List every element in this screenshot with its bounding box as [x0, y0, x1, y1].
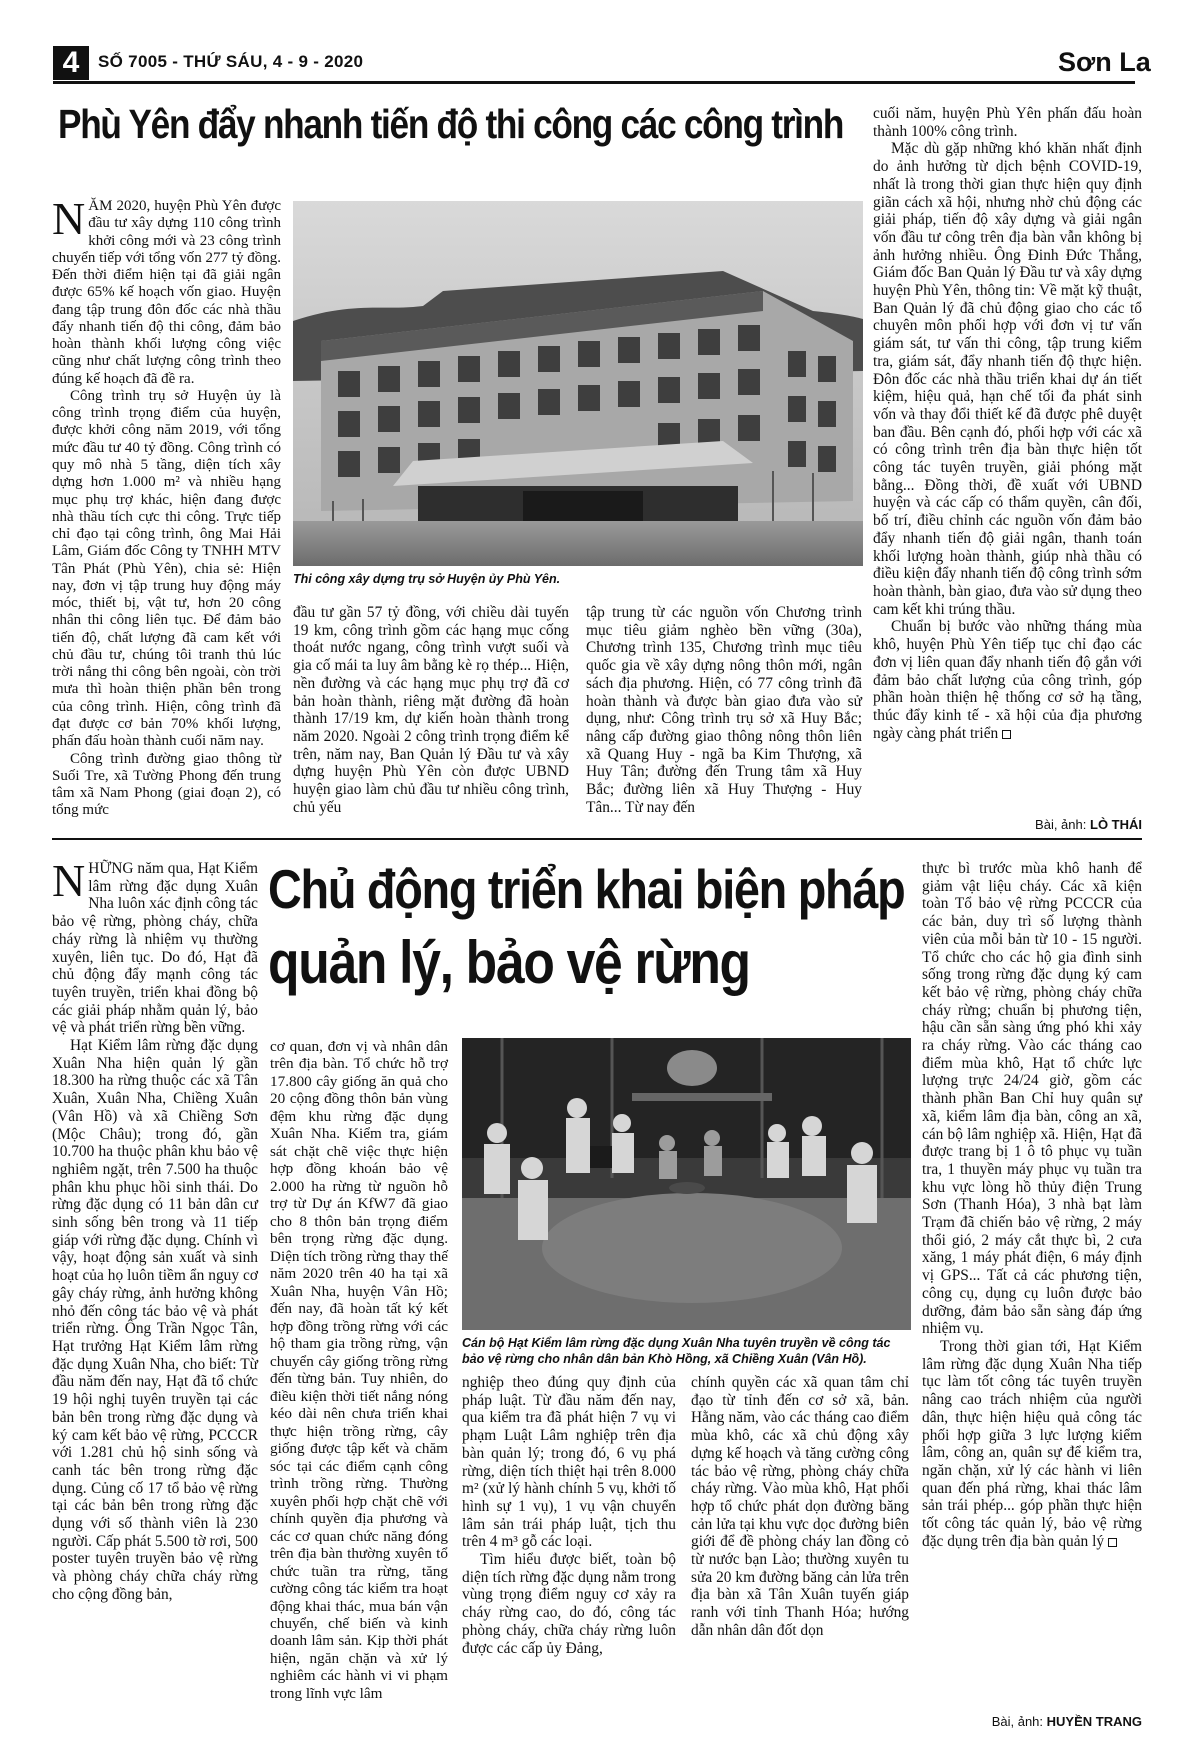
page-number: 4 [53, 46, 89, 80]
article1-column-1 [52, 193, 281, 836]
article-divider [52, 838, 1142, 840]
article2-col4-text: chính quyền các xã quan tâm chỉ đạo từ tỉnh đến cơ sở xã, bản. Hằng năm, vào các tháng cao điểm mùa khô, các xã chủ động xây dựng kế hoạch và tăng cường công tác bảo vệ rừng, phòng cháy chữa cháy rừng. Vào mùa khô, Hạt phối hợp tổ chức phát dọn đường băng cản lửa tại khu vực dọc đường biên giới để đề phòng cháy lan đồng cỏ từ nước bạn Lào; thường xuyên tu sửa 20 km đường băng cản lửa trên địa bàn xã Tân Xuân tuyến giáp ranh với tỉnh Thanh Hóa; hướng dẫn nhân dân đốt dọn [691, 1374, 909, 1639]
end-mark-icon [1108, 1538, 1117, 1547]
article1-col2-text: đầu tư gần 57 tỷ đồng, với chiều dài tuyến 19 km, công trình gồm các hạng mục cống thoát nước ngang, công trình vượt suối và gia cố mái ta luy âm bằng kè rọ thép... Hiện, nền đường và các hạng mục phụ trợ đã cơ bản hoàn thành, riêng mặt đường đã hoàn thành 17/19 km, dự kiến hoàn thành trong năm 2020. Ngoài 2 công trình trọng điểm kể trên, năm nay, Ban Quản lý Đầu tư và xây dựng huyện Phù Yên còn được UBND huyện giao làm chủ đầu tư nhiều công trình, chủ yếu [293, 604, 569, 816]
article2-column-4 [691, 1374, 909, 1720]
article2-column-2 [270, 1038, 448, 1720]
article2-drop-cap: N [52, 855, 86, 906]
issue-date-line: SỐ 7005 - THỨ SÁU, 4 - 9 - 2020 [98, 52, 364, 71]
article2-photo-caption: Cán bộ Hạt Kiểm lâm rừng đặc dụng Xuân Nha tuyên truyền về công tác bảo vệ rừng cho nhân dân bản Khò Hồng, xã Chiềng Xuân (Vân Hồ). [462, 1336, 891, 1366]
article1-col4-para-3: Chuẩn bị bước vào những tháng mùa khô, huyện Phù Yên tiếp tục chỉ đạo các đơn vị liên quan đẩy nhanh tiến độ gắn với đảm bảo chất lượng của công trình, góp phần hoàn thiện hệ thống cơ sở hạ tầng, thúc đẩy kinh tế - xã hội của địa phương ngày càng phát triển [873, 618, 1142, 742]
article2-col2-text: cơ quan, đơn vị và nhân dân trên địa bàn. Tổ chức hỗ trợ 17.800 cây giống ăn quả cho 20 cộng đồng thôn bản vùng đệm khu rừng đặc dụng Xuân Nha. Kiểm tra, giám sát chặt chẽ việc thực hiện hợp đồng khoán bảo vệ 2.000 ha rừng từ nguồn hỗ trợ từ Dự án KfW7 đã giao cho 8 thôn bản trọng điểm bên trọng rừng đặc dụng. Diện tích trồng rừng thay thế năm 2020 trên 40 ha tại xã Xuân Nha, huyện Vân Hồ; đến nay, đã hoàn tất ký kết hợp đồng trồng rừng với các hộ tham gia trồng rừng, vận chuyển cây giống trồng rừng đến từng bản. Tuy nhiên, do điều kiện thời tiết nắng nóng kéo dài nên chưa triển khai thực hiện trồng rừng, cây giống được tập kết và chăm sóc tại các điểm cạnh công trình trồng rừng. Thường xuyên phối hợp chặt chẽ với chính quyền địa phương và các cơ quan chức năng đóng trên địa bàn thường xuyên tổ chức tuần tra rừng, tăng cường công tác kiểm tra hoạt động khai thác, mua bán vận chuyển, chế biến và kinh doanh lâm sản. Kịp thời phát hiện, ngăn chặn và xử lý nghiêm các hành vi vi phạm trong lĩnh vực lâm [270, 1038, 448, 1702]
article1-column-2 [293, 604, 569, 836]
article2-headline-line-1: Chủ động triển khai biện pháp [268, 859, 905, 920]
article1-col4-para-1: cuối năm, huyện Phù Yên phấn đấu hoàn thành 100% công trình. [873, 105, 1142, 140]
article1-col3-text: tập trung từ các nguồn vốn Chương trình mục tiêu giảm nghèo bền vững (30a), Chương trình 135, Chương trình mục tiêu quốc gia về xây dựng nông thôn mới, ngân sách địa phương. Hiện, có 77 công trình đã hoàn thành và được bàn giao đưa vào sử dụng, như: Công trình trụ sở xã Huy Bắc; nâng cấp đường giao thông nông thôn liên xã Quang Huy - ngã ba Kim Thượng, xã Huy Tân; đường đến Trung tâm xã Huy Bắc; đường liên xã Huy Thượng - Huy Tân... Từ nay đến [586, 604, 862, 816]
header-rule [53, 81, 1135, 84]
article2-col1-para-1: NHỮNG năm qua, Hạt Kiểm lâm rừng đặc dụng Xuân Nha luôn xác định công tác bảo vệ rừng, phòng cháy, chữa cháy rừng là nhiệm vụ thường xuyên, liên tục. Do đó, Hạt đã chủ động đẩy mạnh công tác tuyên truyền, triển khai đồng bộ các giải pháp nhằm quản lý, bảo vệ và phát triển rừng bền vững. [52, 855, 258, 1037]
article1-column-4 [873, 105, 1142, 813]
article1-col1-para-3: Công trình đường giao thông từ Suối Tre, xã Tường Phong đến trung tâm xã Nam Phong (giai đoạn 2), có tổng mức [52, 750, 281, 819]
article2-column-3 [462, 1374, 676, 1720]
article1-photo-caption: Thi công xây dựng trụ sở Huyện ủy Phù Yên. [293, 572, 561, 586]
article2-col5-para-2: Trong thời gian tới, Hạt Kiểm lâm rừng đặc dụng Xuân Nha tiếp tục làm tốt công tác tuyên truyền nâng cao trách nhiệm của người dân, thực hiện hiệu quả công tác phối hợp giữa 3 lực lượng kiểm lâm, công an, quân sự để kiểm tra, ngăn chặn, xử lý các hành vi liên quan đến phá rừng, khai thác lâm sản trái phép... góp phần thực hiện tốt công tác quản lý, bảo vệ rừng đặc dụng trên địa bàn quản lý [922, 1337, 1142, 1550]
article1-col1-para-1: NĂM 2020, huyện Phù Yên được đầu tư xây dựng 110 công trình khởi công mới và 23 công trình chuyển tiếp với tổng vốn 277 tỷ đồng. Đến thời điểm hiện tại đã giải ngân được 65% kế hoạch vốn giao. Huyện đang tập trung đôn đốc các nhà thầu đẩy nhanh tiến độ thi công, đảm bảo hoàn thành khối lượng công việc cũng như chất lượng công trình theo đúng kế hoạch đã đề ra. [52, 193, 281, 387]
article1-col4-para-2: Mặc dù gặp những khó khăn nhất định do ảnh hưởng từ dịch bệnh COVID-19, nhất là trong thời gian thực hiện quy định giãn cách xã hội, nhưng nhờ chủ động các giải pháp, tiến độ xây dựng và giải ngân vốn đầu tư công trên địa bàn vẫn không bị ảnh hưởng nhiều. Ông Đinh Đức Thắng, Giám đốc Ban Quản lý Đầu tư và xây dựng huyện Phù Yên, thông tin: Về mặt kỹ thuật, Ban Quản lý đã chủ động giao cho các tổ chuyên môn phối hợp với đơn vị tư vấn giám sát, tư vấn thi công, tập trung kiểm tra, giám sát, đẩy nhanh tiến độ thực hiện. Đôn đốc các nhà thầu triển khai dự án tiết kiệm, hiệu quả, hạn chế tối đa phát sinh vốn và thay đổi thiết kế đã được phê duyệt ban đầu. Bên cạnh đó, phối hợp với các xã có công trình trên địa bàn thực hiện tốt công tác tuyên truyền, giải phóng mặt bằng... Đồng thời, đề xuất với UBND huyện và các cấp có thẩm quyền, cân đối, bố trí, điều chỉnh các nguồn vốn đảm bảo đẩy nhanh tiến độ giải ngân, thanh toán khối lượng hoàn thành, giúp nhà thầu có điều kiện đẩy nhanh tiến độ công trình sớm hoàn thành, bàn giao, đưa vào sử dụng theo cam kết khi trúng thầu. [873, 140, 1142, 618]
article2-column-5 [922, 860, 1142, 1708]
article2-column-1 [52, 855, 258, 1720]
article2-col3-para-1: nghiệp theo đúng quy định của pháp luật. Từ đầu năm đến nay, qua kiểm tra đã phát hiện 7 vụ vi phạm Luật Lâm nghiệp trên địa bàn quản lý; trong đó, 6 vụ phá rừng, diện tích thiệt hại trên 8.000 m² (xử lý hành chính 5 vụ, khởi tố hình sự 1 vụ), 1 vụ vận chuyển lâm sản trái pháp luật, tịch thu trên 4 m³ gỗ các loại. [462, 1374, 676, 1551]
article1-photo-construction [293, 201, 863, 566]
article2-col5-para-1: thực bì trước mùa khô hanh để giảm vật liệu cháy. Các xã kiện toàn Tổ bảo vệ rừng PCCCR của các bản, duy trì số lượng thành viên của mỗi bản từ 10 - 15 người. Tổ chức cho các hộ gia đình sinh sống trong rừng đặc dụng ký cam kết bảo vệ rừng, phòng cháy chữa cháy rừng; chuẩn bị phương tiện, hậu cần sẵn sàng ứng phó khi xảy ra cháy rừng. Vào các tháng cao điểm mùa khô, Hạt tổ chức lực lượng trực 24/24 giờ, gồm các thành phần Ban Chỉ huy quân sự xã, kiểm lâm địa bàn, công an xã, cán bộ lâm nghiệp xã. Hiện, Hạt đã được trang bị 1 ô tô phục vụ tuần tra, 1 thuyền máy phục vụ tuần tra khu vực lòng hồ thủy điện Trung Sơn (Thanh Hóa), 3 nhà bạt làm Trạm đã chiến bảo vệ rừng, 2 máy thổi gió, 2 máy cắt thực bì, 2 cưa xăng, 1 máy phát điện, 6 máy định vị GPS... Tất cả các phương tiện, công cụ, dụng cụ luôn được bảo dưỡng, đảm bảo sẵn sàng đáp ứng nhiệm vụ. [922, 860, 1142, 1338]
article2-col3-para-2: Tìm hiểu được biết, toàn bộ diện tích rừng đặc dụng nằm trong vùng trọng điểm nguy cơ xảy ra cháy rừng cao, do đó, công tác phòng cháy, chữa cháy rừng luôn được các cấp ủy Đảng, [462, 1551, 676, 1657]
article1-drop-cap: N [52, 193, 86, 244]
article1-headline: Phù Yên đẩy nhanh tiến độ thi công các công trình [58, 101, 844, 147]
article2-col1-para-2: Hạt Kiểm lâm rừng đặc dụng Xuân Nha hiện quản lý gần 18.300 ha rừng thuộc các xã Tân Xuân, Xuân Nha, Chiềng Xuân (Vân Hồ) và xã Chiềng Sơn (Mộc Châu); trong đó, gần 10.700 ha thuộc phân khu bảo vệ nghiêm ngặt, trên 7.500 ha thuộc phân khu phục hồi sinh thái. Do rừng đặc dụng có 11 bản dân cư sinh sống bên trong và 11 tiếp giáp với rừng đặc dụng. Chính vì vậy, hoạt động sản xuất và sinh hoạt của họ luôn tiềm ẩn nguy cơ gây cháy rừng, ảnh hưởng không nhỏ đến công tác bảo vệ và phát triển rừng. Ông Trần Ngọc Tân, Hạt trưởng Hạt Kiểm lâm rừng đặc dụng Xuân Nha, cho biết: Từ đầu năm đến nay, Hạt đã tổ chức 19 hội nghị tuyên truyền tại các bản bên trong rừng đặc dụng và ký cam kết bảo vệ rừng, PCCCR với 1.281 chủ hộ sinh sống và canh tác bên trong rừng đặc dụng. Củng cố 17 tổ bảo vệ rừng tại các bản bên trong rừng đặc dụng với số thành viên là 230 người. Cấp phát 5.500 tờ rơi, 500 poster tuyên truyền bảo vệ rừng và phòng cháy chữa cháy rừng cho cộng đồng bản, [52, 1037, 258, 1603]
end-mark-icon [1002, 730, 1011, 739]
article1-col1-para-2: Công trình trụ sở Huyện ủy là công trình trọng điểm của huyện, được khởi công năm 2019, với tổng mức đầu tư 40 tỷ đồng. Công trình có quy mô nhà 5 tầng, diện tích xây dựng hơn 1.000 m² và nhiều hạng mục phụ trợ khác, hiện đang được nhà thầu tích cực thi công. Trực tiếp chỉ đạo tại công trình, ông Mai Hải Lâm, Giám đốc Công ty TNHH MTV Tân Phát (Phù Yên), chia sẻ: Hiện nay, đơn vị tập trung huy động máy móc, thiết bị, vật tư, hơn 20 công nhân thi công liên tục. Để đảm bảo tiến độ, chất lượng đã cam kết với chủ đầu tư, chúng tôi tranh thủ lúc trời nắng thi công bên ngoài, còn trời mưa thì hoàn thiện phần bên trong của công trình. Hiện, công trình đã đạt được cơ bản 70% khối lượng, phấn đấu hoàn thành cuối năm nay. [52, 387, 281, 750]
article2-byline: Bài, ảnh: HUYỀN TRANG [991, 1714, 1142, 1729]
article1-byline: Bài, ảnh: LÒ THÁI [1035, 817, 1142, 832]
article2-headline-line-2: quản lý, bảo vệ rừng [268, 929, 750, 996]
section-name: Sơn La [1058, 47, 1151, 77]
article1-column-3 [586, 604, 862, 836]
article2-photo-forest-rangers [462, 1038, 911, 1330]
